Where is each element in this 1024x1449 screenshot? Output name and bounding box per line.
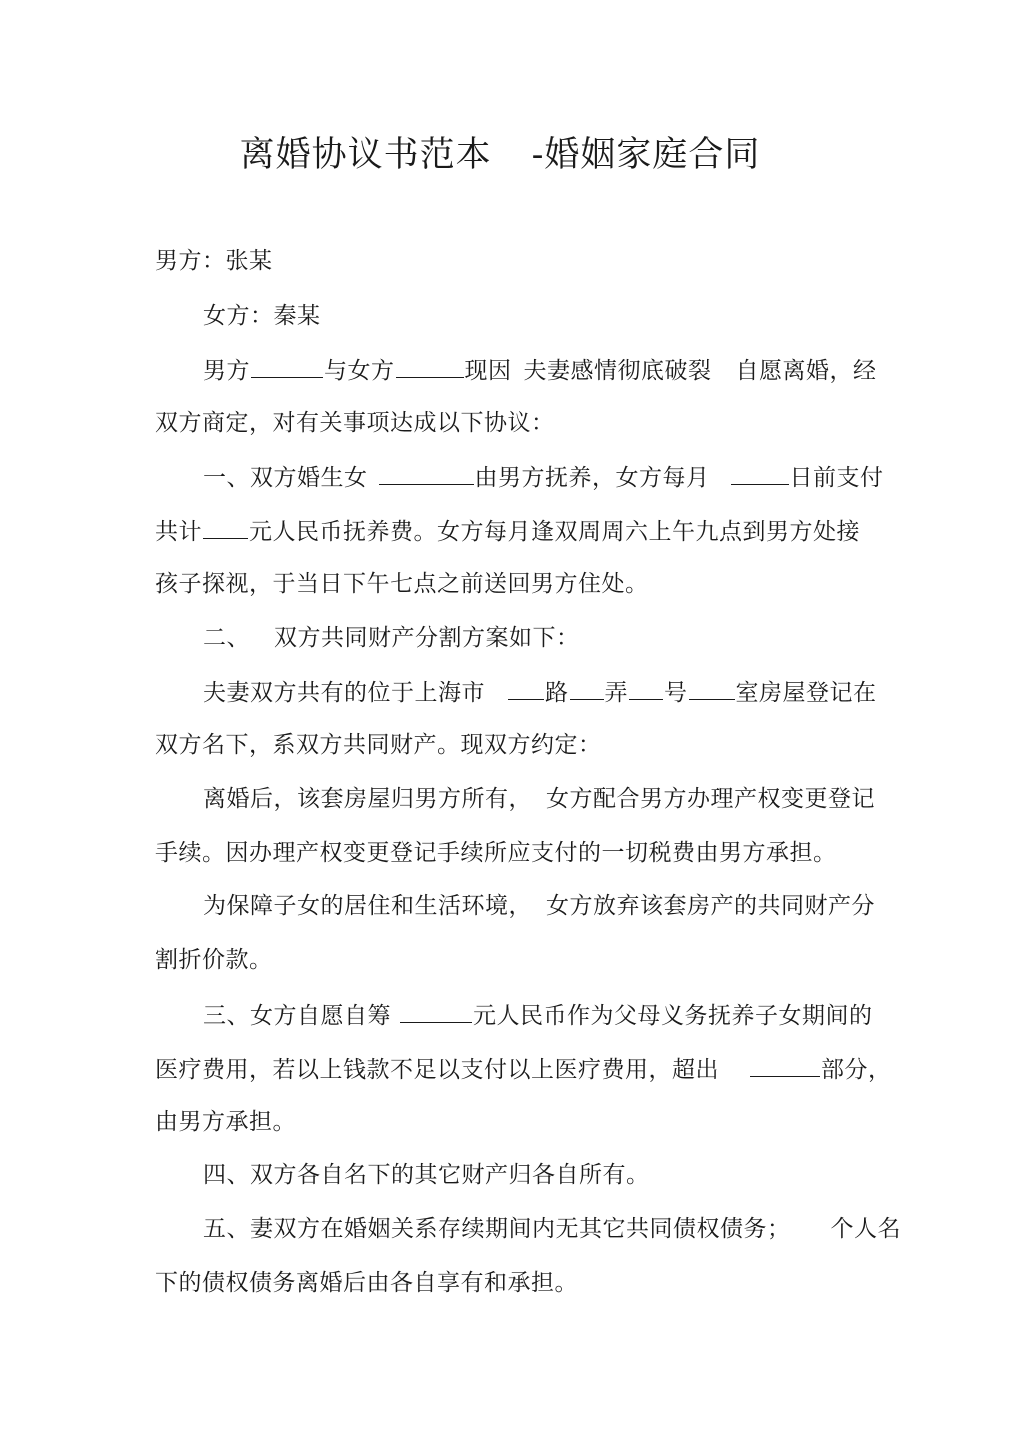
party-male: 男方：张某 (155, 248, 273, 274)
clause3-line-3: 由男方承担。 (155, 1109, 296, 1135)
intro-text: 自愿离婚，经 (735, 358, 877, 384)
document-title (0, 130, 1000, 180)
clause5-line-2: 下的债权债务离婚后由各自享有和承担。 (155, 1270, 578, 1296)
clause-text: 一、双方婚生女 (203, 465, 368, 491)
clause3-line-1 (203, 998, 873, 1032)
blank-child-name (379, 460, 474, 485)
title-main: 离婚协议书范本 (239, 135, 492, 175)
clause2-waive-line-1 (203, 890, 875, 922)
blank-lane (570, 675, 604, 700)
clause2-address-line-1 (203, 675, 877, 709)
blank-support-amount (203, 514, 248, 539)
blank-number (629, 675, 663, 700)
clause5-line-1 (203, 1213, 901, 1245)
clause4: 四、双方各自名下的其它财产归各自所有。 (203, 1162, 650, 1188)
party-female: 女方：秦某 (203, 303, 321, 329)
clause-text: 路 (545, 680, 569, 706)
clause-text: 由男方抚养，女方每月 (474, 465, 710, 491)
clause-text: 为保障子女的居住和生活环境， (203, 893, 532, 919)
clause-text: 女方配合男方办理产权变更登记 (546, 786, 875, 812)
clause-text: 室房屋登记在 (735, 680, 877, 706)
clause2-address-line-2: 双方名下，系双方共同财产。现双方约定： (155, 732, 602, 758)
intro-line-1 (203, 353, 877, 387)
clause-text: 五、妻双方在婚姻关系存续期间内无其它共同债权债务； (203, 1216, 791, 1242)
intro-line-2: 双方商定，对有关事项达成以下协议： (155, 410, 555, 436)
clause2-waive-line-2: 割折价款。 (155, 947, 273, 973)
blank-female-name (396, 353, 464, 378)
clause-number: 二、 (203, 625, 250, 651)
clause1-line-2 (155, 514, 860, 548)
clause-text: 离婚后，该套房屋归男方所有， (203, 786, 532, 812)
clause-text: 号 (664, 680, 688, 706)
blank-excess (750, 1052, 820, 1077)
intro-text: 现因 (464, 358, 512, 384)
clause2-house-line-2: 手续。因办理产权变更登记手续所应支付的一切税费由男方承担。 (155, 840, 837, 866)
intro-text: 夫妻感情彻底破裂 (523, 358, 712, 384)
intro-text: 与女方 (324, 358, 395, 384)
clause-text: 个人名 (830, 1216, 901, 1242)
clause-text: 部分， (821, 1057, 892, 1083)
blank-road (508, 675, 544, 700)
clause-text: 日前支付 (789, 465, 884, 491)
clause-text: 元人民币作为父母义务抚养子女期间的 (473, 1003, 873, 1029)
blank-room (689, 675, 735, 700)
clause-text: 医疗费用，若以上钱款不足以支付以上医疗费用，超出 (155, 1057, 719, 1083)
clause-text: 弄 (604, 680, 628, 706)
blank-medical-amount (400, 998, 472, 1023)
clause2-house-line-1 (203, 783, 875, 815)
blank-male-name (251, 353, 323, 378)
clause-text: 元人民币抚养费。女方每月逢双周周六上午九点到男方处接 (249, 519, 860, 545)
title-sub: 婚姻家庭合同 (544, 135, 761, 175)
clause-text: 双方共同财产分割方案如下： (274, 625, 580, 651)
intro-text: 男方 (203, 358, 250, 384)
title-separator: - (531, 135, 545, 175)
clause1-line-1 (203, 460, 884, 494)
clause3-line-2 (155, 1052, 892, 1086)
blank-payment-day (731, 460, 789, 485)
clause-text: 女方放弃该套房产的共同财产分 (546, 893, 875, 919)
clause-text: 夫妻双方共有的位于上海市 (203, 680, 485, 706)
clause2-heading (203, 622, 580, 654)
clause-text: 共计 (155, 519, 202, 545)
clause1-line-3: 孩子探视，于当日下午七点之前送回男方住处。 (155, 571, 649, 597)
clause-text: 三、女方自愿自筹 (203, 1003, 391, 1029)
